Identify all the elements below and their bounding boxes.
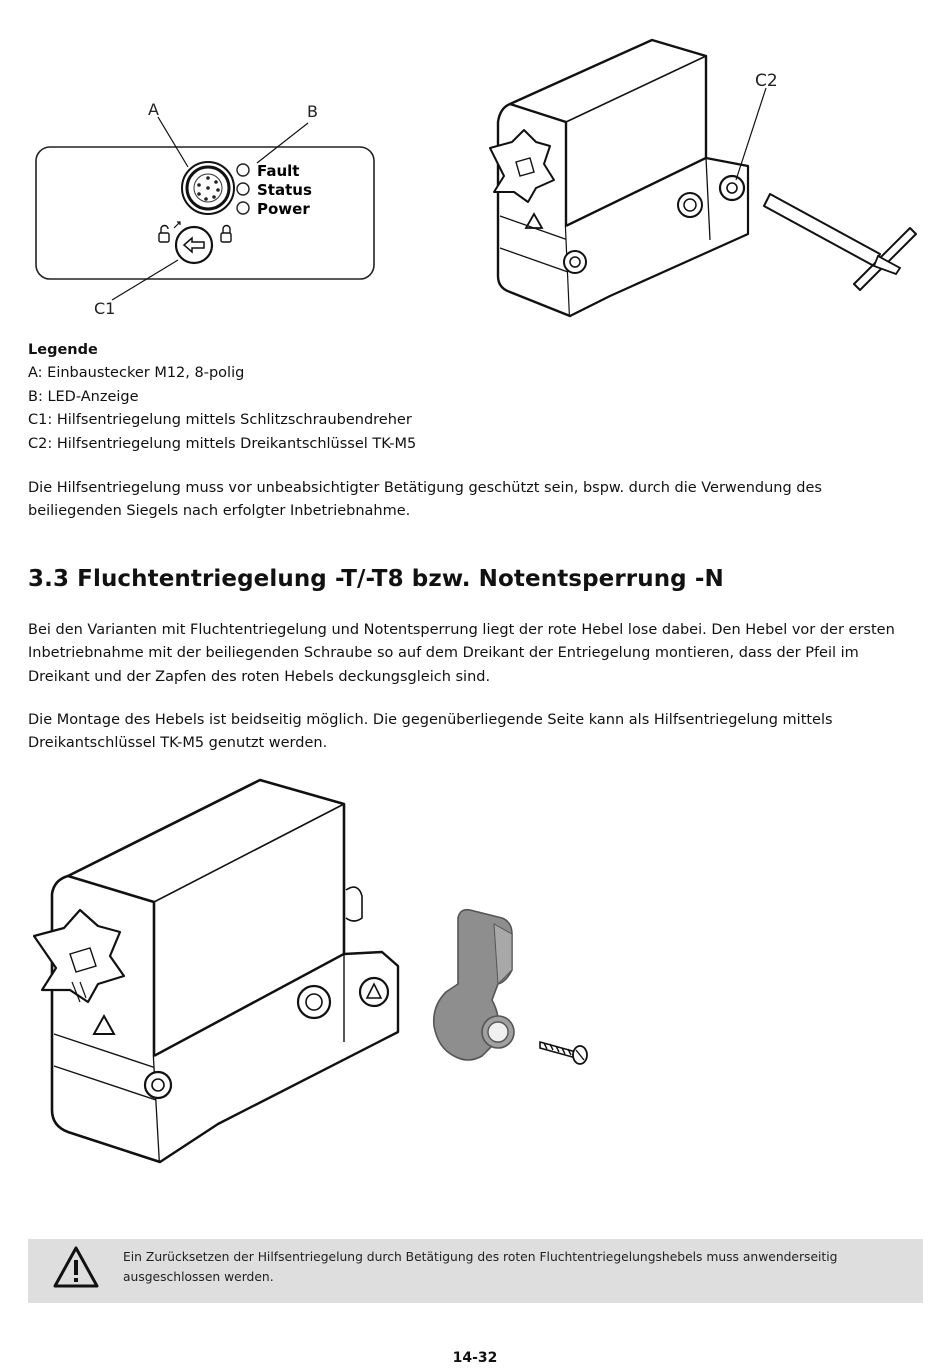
callout-c1: C1 <box>94 299 116 318</box>
led-label-fault: Fault <box>257 162 300 180</box>
legend-item-a: A: Einbaustecker M12, 8-polig <box>28 365 245 382</box>
mounting-screw <box>540 1042 587 1064</box>
front-panel-figure <box>28 95 380 320</box>
callout-c2: C2 <box>755 71 778 91</box>
power-led-icon <box>237 202 249 214</box>
led-label-status: Status <box>257 181 312 199</box>
legend-item-b: B: LED-Anzeige <box>28 388 139 405</box>
legend-item-c1: C1: Hilfsentriegelung mittels Schlitzschraubendreher <box>28 412 412 429</box>
red-escape-lever <box>434 910 514 1060</box>
warning-text: Ein Zurücksetzen der Hilfsentriegelung durch Betätigung des roten Fluchtentriegelungshebels muss anwenderseitig ausgeschlossen werden. <box>123 1250 838 1284</box>
callout-a: A <box>148 100 159 119</box>
callout-b: B <box>307 102 318 121</box>
aux-release-note: Die Hilfsentriegelung muss vor unbeabsichtigter Betätigung geschützt sein, bspw. durch die Verwendung des beiliegenden Siegels nach erfolgter Inbetriebnahme. <box>28 480 822 520</box>
aux-release-screw <box>176 227 212 263</box>
legend-item-c2: C2: Hilfsentriegelung mittels Dreikantschlüssel TK-M5 <box>28 435 417 452</box>
fault-led-icon <box>237 164 249 176</box>
legend-title: Legende <box>28 342 98 358</box>
page-number: 14-32 <box>452 1350 498 1366</box>
m12-connector <box>182 162 234 214</box>
device-key-figure <box>470 30 920 322</box>
warning-box <box>28 1239 923 1303</box>
section-heading: 3.3 Fluchtentriegelung -T/-T8 bzw. Notentsperrung -N <box>28 566 724 592</box>
section-paragraph-1: Bei den Varianten mit Fluchtentriegelung und Notentsperrung liegt der rote Hebel lose dabei. Den Hebel vor der ersten Inbetriebnahme mit der beiliegenden Schraube so auf dem Dreikant der Entriegelung montieren, dass der Pfeil im Dreikant und der Zapfen des roten Hebels deckungsgleich sind. <box>28 622 895 685</box>
status-led-icon <box>237 183 249 195</box>
warning-triangle-icon <box>52 1245 100 1289</box>
led-label-power: Power <box>257 200 310 218</box>
lever-mounting-figure <box>28 770 603 1170</box>
legend <box>28 339 918 456</box>
section-paragraph-2: Die Montage des Hebels ist beidseitig möglich. Die gegenüberliegende Seite kann als Hilfsentriegelung mittels Dreikantschlüssel TK-M5 genutzt werden. <box>28 712 833 752</box>
